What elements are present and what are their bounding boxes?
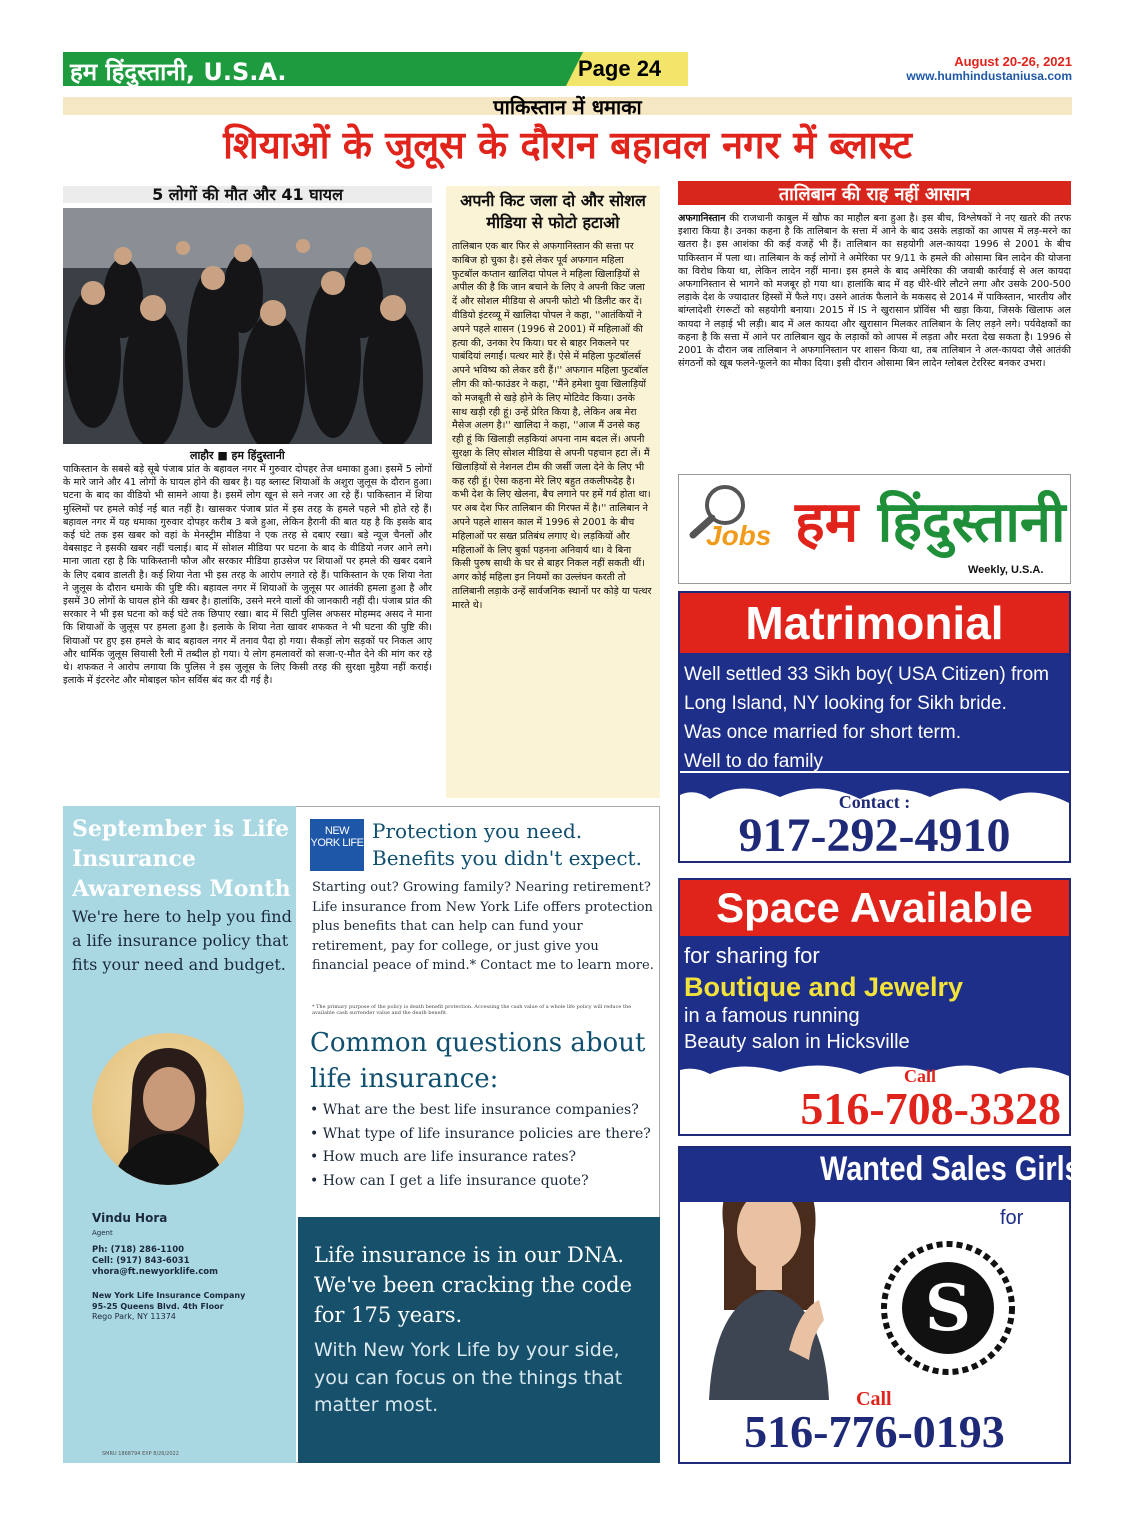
ad-line: for sharing for xyxy=(684,943,820,968)
nyl-fine-print: * The primary purpose of the policy is death benefit protection. Accessing the cash value of a whole life policy will reduce the available cash surrender value and the death benefit. xyxy=(312,1004,632,1016)
contact-phone[interactable]: 516-776-0193 xyxy=(744,1406,1005,1457)
wanted-title: Wanted Sales Girls xyxy=(820,1150,1081,1188)
ad-line: Well to do family xyxy=(684,751,824,772)
agent-contact xyxy=(92,1245,218,1278)
agent-photo xyxy=(92,1033,244,1185)
article-headline: तालिबान की राह नहीं आसान xyxy=(778,184,971,205)
ad-line: for xyxy=(1000,1207,1024,1229)
agent-role: Agent xyxy=(92,1229,113,1237)
article-text: की राजधानी काबुल में खौफ का माहौल बना हुआ है। इस बीच, विश्लेषकों ने नए खतरे की तरफ इशारा किया है। उनका कहना है कि तालिबान के सत्ता में आने के बाद उसके लड़ाकों का आपस में लड़-मरने का खतरा है। इस आशंका की कई वजहें भी हैं। तालिबान का सहयोगी अल-कायदा 1996 से 2001 के बीच पाकिस्तान में पला था। तालिबान के कई लोगों ने अमेरिका पर 9/11 के हमले की ओसामा बिन लादेन की योजना का विरोध किया था, लेकिन लादेन नहीं माना। इस हमले के बाद अमेरिका की जवाबी कार्रवाई से अल कायदा अफगानिस्तान से भागने को मजबूर हो गया था। हालांकि बाद में वह धीरे-धीरे लौटने लगा और उसके 200-500 लड़ाके देश के ज्यादातर हिस्सों में फैले गए। उसने आतंक फैलाने के मकसद से 2014 में पाकिस्तान, भारतीय और बांग्लादेशी रंगरूटों को सहयोगी बनाया। 2015 में IS ने खुरासान प्रॉविंस भी खड़ा किया, जिसके खिलाफ अल कायदा ने लड़ाई भी लड़ी। बाद में अल कायदा और खुरासान मिलकर तालिबान के लिए लड़ने लगे। पर्यवेक्षकों का कहना है कि सत्ता में आने पर तालिबान खुद के लड़ाकों को आपस में लड़ता और मरता देख सकता है। 1996 से 2001 के दौरान जब तालिबान ने अफगानिस्तान पर शासन किया था, तब तालिबान ने अल-कायदा जैसे आतंकी संगठनों को खूब फलने-फूलने का मौका दिया। इसी दौरान ओसामा बिन लादेन ग्लोबल टेररिस्ट बनकर उभरा। xyxy=(678,213,1071,370)
news-photo xyxy=(63,208,432,444)
smru-code: SMRU 1868794 EXP 8/26/2022 xyxy=(102,1451,179,1457)
website-link[interactable]: www.humhindustaniusa.com xyxy=(906,69,1072,83)
jobs-word: Jobs xyxy=(706,520,772,551)
newspaper-title: हम हिंदुस्तानी, U.S.A. xyxy=(70,58,287,86)
agent-email[interactable]: vhora@ft.newyorklife.com xyxy=(92,1267,218,1277)
agent-company: New York Life Insurance Company 95-25 Queens Blvd. 4th Floor xyxy=(92,1291,246,1311)
sidebar-headline: अपनी किट जला दो और सोशल मीडिया से फोटो हटाओ xyxy=(460,191,646,232)
agent-phone[interactable]: Ph: (718) 286-1100 xyxy=(92,1245,185,1255)
page-number: Page 24 xyxy=(578,56,662,81)
article-body: पाकिस्तान के सबसे बड़े सूबे पंजाब प्रांत के बहावल नगर में गुरुवार दोपहर तेज धमाका हुआ। इसमें 5 लोगों के मारे जाने और 41 लोगों के घायल होने की खबर है। यह ब्लास्ट शियाओं के अशुरा जुलूस के दौरान हुआ। घटना के बाद का वीडियो भी सामने आया है। इसमें लोग खून से सने नजर आ रहे हैं। पाकिस्तान में शिया मुस्लिमों पर हमले कोई नई बात नहीं है। खासकर पंजाब प्रांत में इस तरह के हमले पहले भी होते रहे हैं। बहावल नगर में यह धमाका गुरुवार दोपहर करीब 3 बजे हुआ, लेकिन हैरानी की बात यह है कि इसके बाद कई घंटे तक इस खबर को वहां के मेनस्ट्रीम मीडिया ने एक तरह से दबाए रखा। बड़े न्यूज चैनलों और वेबसाइट ने इसकी खबर नहीं चलाई। बाद में सोशल मीडिया पर घटना के बाद के वीडियो नजर आने लगे। माना जाता रहा है कि पाकिस्तानी फौज और सरकार मीडिया हाउसेज पर शियाओं पर हमले की खबर दबाने के लिए दबाव डालती है। कई शिया नेता भी इस तरह के आरोप लगाते रहे हैं। पाकिस्तान के एक शिया नेता ने जुलूस के दौरान धमाके की पुष्टि की। बहावल नगर में शियाओं के जुलूस पर आतंकी हमला हुआ है और इसमें 30 लोगों के घायल होने की खबर है। हालांकि, उसने मरने वालों की जानकारी नहीं दी। पंजाब प्रांत की सरकार ने भी इस घटना को कई घंटे तक छिपाए रखा। बाद में सिटी पुलिस अफसर मोहम्मद असद ने माना कि शियाओं के जुलूस पर हमला हुआ है। इलाके के शिया नेता खावर शफकत ने भी घटना की पुष्टि की। शियाओं पर हुए इस हमले के बाद बहावल नगर में तनाव पैदा हो गया। सैकड़ों लोग सड़कों पर निकल आए और धार्मिक जुलूस सियासी रैली में तब्दील हो गया। ये लोग हमलावरों को सजा-ए-मौत देने की मांग कर रहे थे। शफकत ने आरोप लगाया कि पुलिस ने इस जुलूस के लिए किसी तरह की सुरक्षा मुहैया नहीं कराई। इलाके में इंटरनेट और मोबाइल फोन सर्विस बंद कर दी गई है। xyxy=(63,464,432,687)
agent-address: Rego Park, NY 11374 xyxy=(92,1312,176,1321)
article-body xyxy=(678,212,1071,370)
nyl-dna-text: Life insurance is in our DNA. We've been cracking the code for 175 years. xyxy=(314,1243,633,1327)
ad-line: Was once married for short term. xyxy=(684,722,961,743)
nyl-tagline: Protection you need. Benefits you didn't expect. xyxy=(372,819,642,870)
agent-cell[interactable]: Cell: (917) 843-6031 xyxy=(92,1256,190,1266)
brand-tagline: Weekly, U.S.A. xyxy=(968,564,1044,576)
contact-phone[interactable]: 516-708-3328 xyxy=(800,1083,1061,1134)
question-item: • What type of life insurance policies are there? xyxy=(310,1125,651,1142)
article-lead: अफगानिस्तान xyxy=(678,213,726,224)
kicker: पाकिस्तान में धमाका xyxy=(493,95,642,119)
question-item: • What are the best life insurance companies? xyxy=(310,1102,639,1118)
logo-letter: S xyxy=(924,1271,972,1346)
agent-name: Vindu Hora xyxy=(92,1211,168,1225)
nyl-help-text: We're here to help you find a life insurance policy that fits your need and budget. xyxy=(72,907,292,974)
article-subhead: 5 लोगों की मौत और 41 घायल xyxy=(152,185,343,204)
photo-caption: लाहौर ■ हम हिंदुस्तानी xyxy=(190,449,285,462)
contact-label: Contact : xyxy=(838,792,911,812)
ad-line: Beauty salon in Hicksville xyxy=(684,1031,910,1053)
contact-phone[interactable]: 917-292-4910 xyxy=(738,809,1011,862)
main-headline: शियाओं के जुलूस के दौरान बहावल नगर में ब्लास्ट xyxy=(223,123,912,167)
ad-line: Long Island, NY looking for Sikh bride. xyxy=(684,693,1007,714)
matrimonial-text xyxy=(684,660,1065,776)
ad-line: in a famous running xyxy=(684,1005,860,1027)
questions-heading: Common questions about life insurance: xyxy=(310,1028,646,1094)
nyl-closing-text: With New York Life by your side, you can focus on the things that matter most. xyxy=(314,1339,623,1416)
question-item: • How can I get a life insurance quote? xyxy=(310,1172,589,1189)
salon-logo-icon xyxy=(878,1238,1018,1378)
nyl-logo: NEW YORK LIFE xyxy=(310,819,364,871)
issue-date: August 20-26, 2021 xyxy=(954,54,1072,69)
nyl-intro: Starting out? Growing family? Nearing retirement? Life insurance from New York Life offers protection plus benefits that can help can fund your retirement, pay for college, or just give you financial peace of mind.* Contact me to learn more. xyxy=(312,880,654,973)
nyl-headline: September is Life Insurance Awareness Month xyxy=(72,816,291,902)
ad-highlight: Boutique and Jewelry xyxy=(684,972,964,1002)
sidebar-article-body: तालिबान एक बार फिर से अफगानिस्तान की सत्ता पर काबिज हो चुका है। इसे लेकर पूर्व अफगान महिला फुटबॉल कप्तान खालिदा पोपल ने महिला खिलाड़ियों से अपील की है कि जान बचाने के लिए वे अपनी किट जला दें और सोशल मीडिया से अपनी फोटो भी डिलीट कर दें। वीडियो इंटरव्यू में खालिदा पोपल ने कहा, ''आतंकियों ने अपने पहले शासन (1996 से 2001) में महिलाओं की हत्या की, उनका रेप किया। घर से बाहर निकलने पर पाबंदियां लगाईं। पत्थर मारे हैं। ऐसे में महिला फुटबॉलर्स अपने भविष्य को लेकर डरी हैं।'' अफगान महिला फुटबॉल लीग की को-फाउंडर ने कहा, ''मैंने हमेशा युवा खिलाड़ियों को मजबूती से खड़े होने के लिए मोटिवेट किया। उनके साथ खड़ी रही हूं। उन्हें प्रेरित किया है, लेकिन अब मेरा मैसेज अलग है।'' खालिदा ने कहा, ''आज मैं उनसे कह रही हूं कि खिलाड़ी लड़कियां अपना नाम बदल लें। अपनी सुरक्षा के लिए सोशल मीडिया से अपनी पहचान हटा लें। मैं खिलाड़ियों से नेशनल टीम की जर्सी जला देने के लिए भी कह रही हूं। ऐसा कहना मेरे लिए बहुत तकलीफदेह है। कभी देश के लिए खेलना, बैच लगाने पर हमें गर्व होता था। पर अब देश फिर तालिबान की गिरफ्त में है।'' तालिबान ने अपने पहले शासन काल में 1996 से 2001 के बीच महिलाओं पर सख्त प्रतिबंध लगाए थे। लड़कियों और महिलाओं के लिए बुर्का पहनना अनिवार्य था। वे बिना किसी पुरुष साथी के घर से बाहर निकल नहीं सकती थीं। अगर कोई महिला इन नियमों का उल्लंघन करती तो तालिबानी लड़ाके उन्हें सार्वजनिक स्थानों पर कोड़े या पत्थर मारते थे। xyxy=(452,241,652,611)
question-item: • How much are life insurance rates? xyxy=(310,1149,577,1165)
questions-list xyxy=(310,1099,658,1193)
call-label: Call xyxy=(904,1066,937,1086)
matrimonial-title: Matrimonial xyxy=(745,597,1004,649)
brand-logo: हम हिंदुस्तानी xyxy=(795,490,1066,555)
ad-line: Well settled 33 Sikh boy( USA Citizen) from xyxy=(684,664,1050,685)
space-title: Space Available xyxy=(716,884,1033,931)
call-label: Call xyxy=(856,1388,892,1410)
